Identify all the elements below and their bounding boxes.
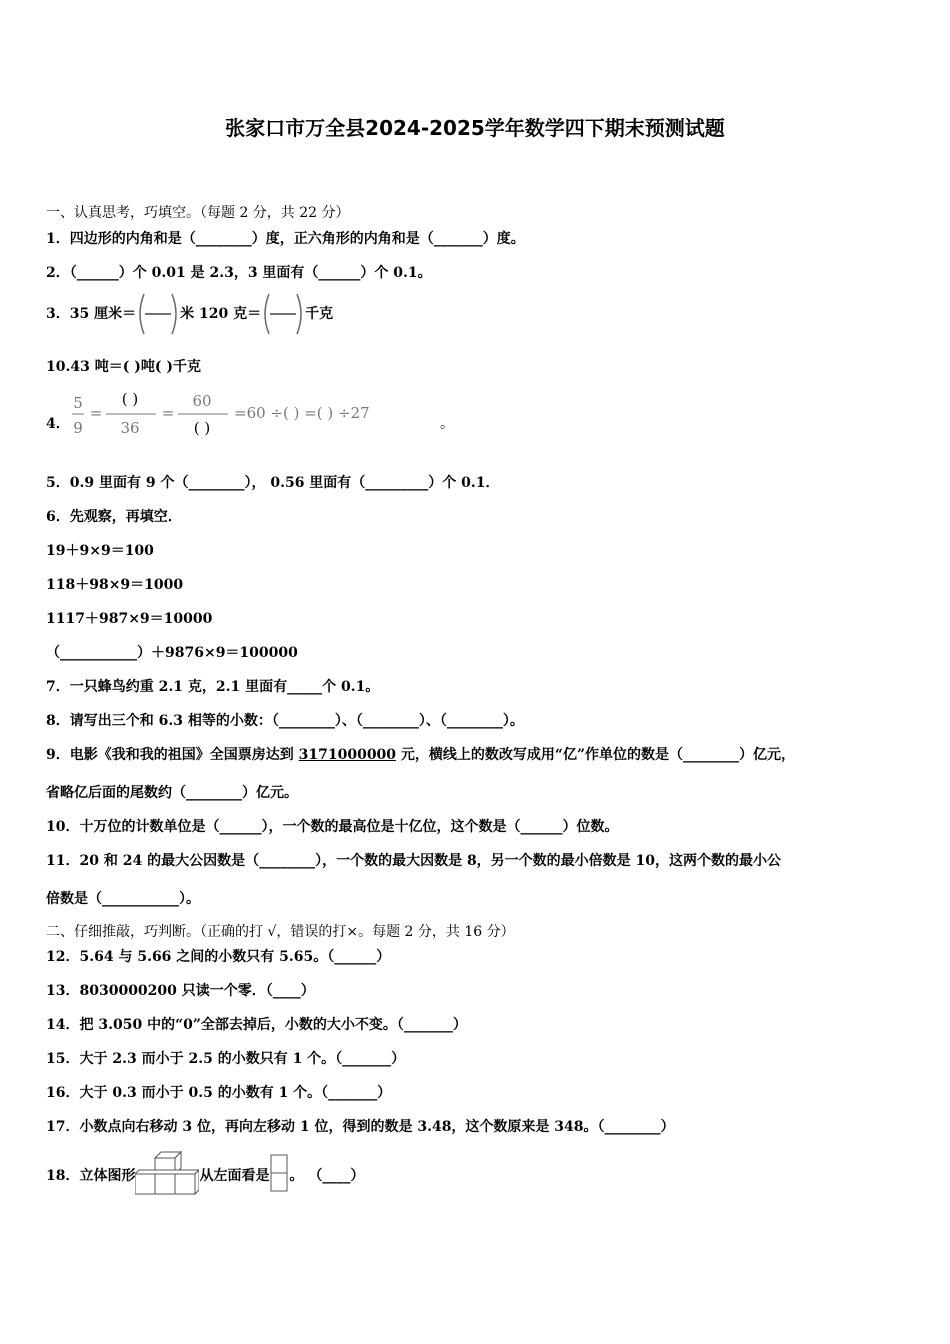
question-8: 8．请写出三个和 6.3 相等的小数：（________）、（________）、（________）。 (46, 713, 524, 729)
question-3-part-b: 米 120 克＝ (180, 306, 262, 322)
left-view-icon (269, 1153, 289, 1197)
question-17: 17．小数点向右移动 3 位，再向左移动 1 位，得到的数是 3.48，这个数原来是 348。（________） (46, 1119, 675, 1135)
q4-tail-expression: =60 ÷( ) =( ) ÷27 (234, 404, 370, 422)
question-9-part-c: 元，横线上的数改写成用“亿”作单位的数是（________）亿元， (396, 747, 796, 763)
question-3-part-a: 3．35 厘米＝ (46, 306, 137, 322)
question-12: 12．5.64 与 5.66 之间的小数只有 5.65。（______） (46, 949, 391, 965)
section-1-heading: 一、认真思考，巧填空。（每题 2 分，共 22 分） (46, 205, 350, 221)
section-2-heading: 二、仔细推敲，巧判断。（正确的打 √，错误的打×。每题 2 分，共 16 分） (46, 924, 515, 940)
question-9-part-a: 9．电影《我和我的祖国》全国票房达到 (46, 747, 299, 763)
question-4 (46, 386, 466, 446)
q4-fraction3-denominator: ( ) (193, 419, 211, 437)
q4-number: 4． (46, 416, 70, 432)
question-3-second: 10.43 吨＝( )吨( )千克 (46, 359, 201, 375)
q4-equals-1: = (89, 404, 103, 422)
question-16: 16．大于 0.3 而小于 0.5 的小数有 1 个。（_______） (46, 1085, 392, 1101)
question-6-row-3: 1117＋987×9＝10000 (46, 611, 213, 627)
page-title: 张家口市万全县2024-2025学年数学四下期末预测试题 (225, 116, 725, 140)
question-6: 6．先观察，再填空． (46, 509, 182, 525)
question-2: 2．（______）个 0.01 是 2.3，3 里面有（______）个 0.1。 (46, 265, 432, 281)
question-11-second: 倍数是（___________）。 (46, 891, 200, 907)
question-9 (46, 744, 795, 764)
q4-equals-2: = (161, 404, 175, 422)
question-14: 14．把 3.050 中的“0”全部去掉后，小数的大小不变。（_______） (46, 1017, 467, 1033)
solid-figure-icon (135, 1150, 199, 1200)
question-18-part-a: 18．立体图形 (46, 1168, 136, 1184)
question-18 (46, 1150, 364, 1200)
question-7: 7．一只蜂鸟约重 2.1 克，2.1 里面有_____个 0.1。 (46, 679, 380, 695)
q4-fraction1-numerator: 5 (73, 394, 83, 412)
question-5: 5．0.9 里面有 9 个（________）， 0.56 里面有（_________）个 0.1． (46, 475, 500, 491)
q4-fraction3-numerator: 60 (192, 392, 212, 410)
q4-fraction1-denominator: 9 (73, 419, 83, 437)
question-6-row-2: 118＋98×9＝1000 (46, 577, 184, 593)
question-1: 1．四边形的内角和是（________）度，正六角形的内角和是（_______）度。 (46, 231, 525, 247)
q4-fraction2-numerator: ( ) (121, 390, 139, 408)
question-10: 10．十万位的计数单位是（______），一个数的最高位是十亿位，这个数是（______）位数。 (46, 819, 619, 835)
blank-fraction-icon (261, 292, 305, 336)
question-6-row-1: 19＋9×9＝100 (46, 543, 154, 559)
question-6-row-4: （___________）＋9876×9＝100000 (46, 645, 298, 661)
question-9-underlined-number: 3171000000 (298, 747, 397, 763)
question-3-part-c: 千克 (305, 306, 334, 322)
blank-fraction-icon (136, 292, 180, 336)
q4-period: 。 (440, 416, 454, 432)
question-11: 11．20 和 24 的最大公因数是（________），一个数的最大因数是 8，另一个数的最小倍数是 10，这两个数的最小公 (46, 853, 782, 869)
question-3 (46, 292, 333, 336)
question-9-second: 省略亿后面的尾数约（________）亿元。 (46, 785, 298, 801)
question-13: 13．8030000200 只读一个零．（____） (46, 983, 315, 999)
question-18-part-c: 。 （____） (289, 1168, 365, 1184)
q4-fraction2-denominator: 36 (120, 419, 140, 437)
question-18-part-b: 从左面看是 (199, 1168, 270, 1184)
question-15: 15．大于 2.3 而小于 2.5 的小数只有 1 个。（_______） (46, 1051, 406, 1067)
